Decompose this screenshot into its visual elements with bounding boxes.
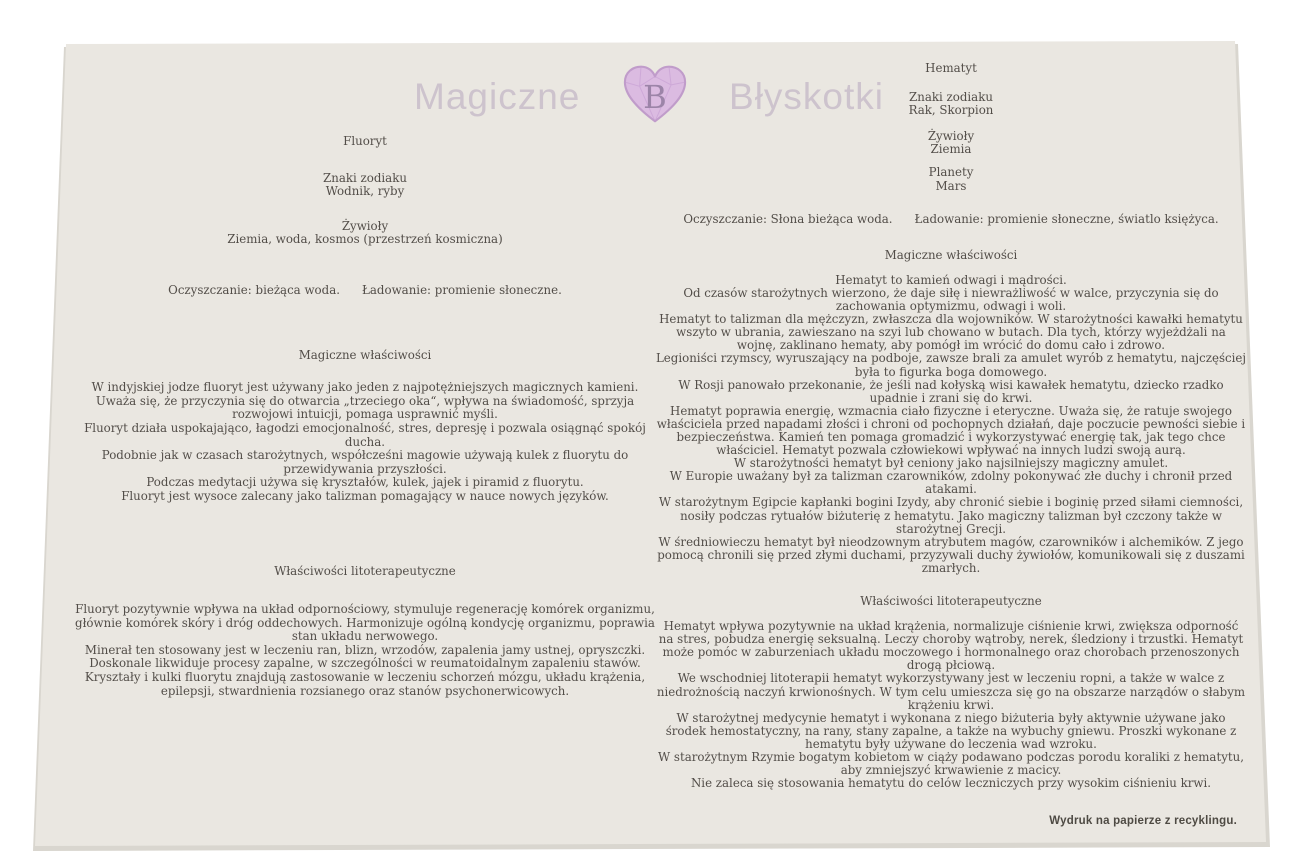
paragraph: Minerał ten stosowany jest w leczeniu ran, blizn, wrzodów, zapalenia jamy ustnej, opryszczki. — [84, 642, 646, 657]
paragraph: W Europie uważany był za talizman czarowników, zdolny pokonywać złe duchy i chronił przed atakami. — [669, 469, 1233, 497]
logo-word-left: Magiczne — [414, 76, 581, 117]
magic-paragraphs — [655, 274, 1247, 575]
elements-label: Żywioły — [341, 218, 389, 233]
paragraph: W Rosji panowało przekonanie, że jeśli nad kołyską wisi kawałek hematytu, dziecko rzadko upadnie i zrani się do krwi. — [678, 377, 1224, 405]
planets-value: Mars — [935, 178, 967, 193]
paragraph: We wschodniej litoterapii hematyt wykorzystywany jest w leczeniu ropni, a także w walce z niedrożnością naczyń krwionośnych. W tym celu umieszcza się go na obszarze narządów o słabym krążeniu krwi. — [656, 671, 1246, 712]
magic-heading: Magiczne właściwości — [298, 347, 432, 362]
zodiac-label: Znaki zodiaku — [909, 90, 993, 105]
litho-paragraphs — [655, 620, 1247, 790]
zodiac-label: Znaki zodiaku — [323, 170, 407, 185]
paragraph: W starożytności hematyt był ceniony jako najsilniejszy magiczny amulet. — [733, 456, 1169, 471]
paragraph: Fluoryt jest wysoce zalecany jako talizman pomagający w nauce nowych języków. — [121, 488, 609, 503]
paragraph: Hematyt poprawia energię, wzmacnia ciało fizyczne i eteryczne. Uważa się, że ratuje swojego właściciela przed napadami złości i chroni od pochopnych działań, daje poczucie pewności siebie i bezpieczeństwa. Kamień ten pomaga gromadzić i wykorzystywać energię tak, jak tego chce właściciel. Hematyt pozwala człowiekowi wpływać na innych ludzi swoją aurą. — [656, 403, 1246, 458]
column-fluoryt — [70, 135, 660, 698]
paragraph: Od czasów starożytnych wierzono, że daje siłę i niewrażliwość w walce, przyczynia się do zachowania optymizmu, odwagi i woli. — [683, 285, 1219, 314]
charging-text: Ładowanie: promienie słoneczne. — [362, 282, 562, 297]
elements-value: Ziemia, woda, kosmos (przestrzeń kosmiczna) — [227, 232, 503, 247]
charging-text: Ładowanie: promienie słoneczne, światlo księżyca. — [914, 211, 1219, 226]
litho-heading: Właściwości litoterapeutyczne — [860, 594, 1042, 608]
stone-title: Fluoryt — [343, 134, 387, 148]
paragraph: Nie zaleca się stosowania hematytu do celów leczniczych przy wysokim ciśnieniu krwi. — [690, 776, 1212, 791]
paragraph: Fluoryt działa uspokajająco, łagodzi emocjonalność, stres, depresję i pozwala osiągnąć spokój ducha. — [84, 420, 646, 449]
logo-word-right: Błyskotki — [729, 76, 884, 117]
paragraph: W indyjskiej jodze fluoryt jest używany jako jeden z najpotężniejszych magicznych kamieni. Uważa się, że przyczynia się do otwarcia „trzeciego oka“, wpływa na świadomość, sprzyja rozwojowi intuicji, pomaga usprawnić myśli. — [91, 380, 639, 422]
stone-title: Hematyt — [925, 61, 977, 75]
paragraph: W starożytnej medycynie hematyt i wykonana z niego biżuteria były aktywnie używane jako środek hemostatyczny, na rany, stany zapalne, a także na wybuchy gniewu. Proszki wykonane z hematytu były używane do leczenia wad wzroku. — [665, 710, 1237, 751]
paragraph: W starożytnym Egipcie kapłanki bogini Izydy, aby chronić siebie i boginię przed siłami ciemności, nosiły podczas rytuałów biżuterię z hematytu. Jako magiczny talizman był czczony także w starożytnej Grecji. — [658, 495, 1244, 536]
paragraph: Doskonale likwiduje procesy zapalne, w szczególności w reumatoidalnym zapaleniu stawów. — [89, 656, 641, 671]
paragraph: Legioniści rzymscy, wyruszający na podboje, zawsze brali za amulet wyrób z hematytu, najczęściej była to figurka boga domowego. — [655, 351, 1247, 379]
paragraph: W średniowieczu hematyt był nieodzownym atrybutem magów, czarowników i alchemików. Z jego pomocą chronili się przed złymi duchami, przyzywali duchy żywiołów, komunikowali się z duszami zmarłych. — [657, 534, 1245, 575]
paragraph: W starożytnym Rzymie bogatym kobietom w ciąży podawano podczas porodu koraliki z hematytu, aby zmniejszyć krwawienie z macicy. — [658, 750, 1244, 778]
paragraph: Hematyt to talizman dla mężczyzn, zwłaszcza dla wojowników. W starożytności kawałki hematytu wszyto w ubrania, zawieszano na szyi lub chowano w butach. Dla tych, którzy wyjeżdżali na wojnę, zaklinano hematy, aby pomógł im wrócić do domu cało i zdrowo. — [659, 312, 1243, 353]
care-line — [655, 213, 1247, 226]
paragraph: Fluoryt pozytywnie wpływa na układ odpornościowy, stymuluje regenerację komórek organizmu, głównie komórek skóry i dróg oddechowych. Harmonizuje ogólną kondycję organizmu, poprawia stan układu nerwowego. — [75, 602, 655, 644]
zodiac-value: Wodnik, ryby — [325, 184, 405, 199]
litho-paragraphs — [70, 603, 660, 698]
cleansing-text: Oczyszczanie: bieżąca woda. — [168, 282, 340, 297]
care-line — [70, 284, 660, 298]
litho-heading: Właściwości litoterapeutyczne — [274, 563, 456, 578]
recycled-paper-note: Wydruk na papierze z recyklingu. — [1049, 815, 1237, 827]
column-hematyt — [655, 62, 1247, 790]
paragraph: Podobnie jak w czasach starożytnych, współcześni magowie używają kulek z fluorytu do przewidywania przyszłości. — [101, 448, 629, 476]
paragraph: Hematyt to kamień odwagi i mądrości. — [835, 272, 1067, 287]
magic-heading: Magiczne właściwości — [884, 247, 1018, 262]
elements-value: Ziemia — [930, 142, 972, 157]
paragraph: Kryształy i kulki fluorytu znajdują zastosowanie w leczeniu schorzeń mózgu, układu krążenia, epilepsji, stwardnienia rozsianego oraz stanów psychonerwicowych. — [84, 670, 646, 698]
heart-letter: B — [642, 78, 667, 116]
elements-label: Żywioły — [927, 129, 975, 144]
cleansing-text: Oczyszczanie: Słona bieżąca woda. — [683, 211, 893, 226]
paragraph: Hematyt wpływa pozytywnie na układ krążenia, normalizuje ciśnienie krwi, zwiększa odporność na stres, pobudza energię seksualną. Leczy choroby wątroby, nerek, śledziony i trzustki. Hematyt może pomóc w zaburzeniach układu moczowego i hormonalnego oraz chorobach przenoszonych drogą płciową. — [658, 619, 1244, 673]
zodiac-value: Rak, Skorpion — [908, 103, 994, 118]
magic-paragraphs — [70, 381, 660, 503]
paragraph: Podczas medytacji używa się kryształów, kulek, jajek i piramid z fluorytu. — [146, 475, 584, 490]
planets-label: Planety — [928, 165, 974, 180]
